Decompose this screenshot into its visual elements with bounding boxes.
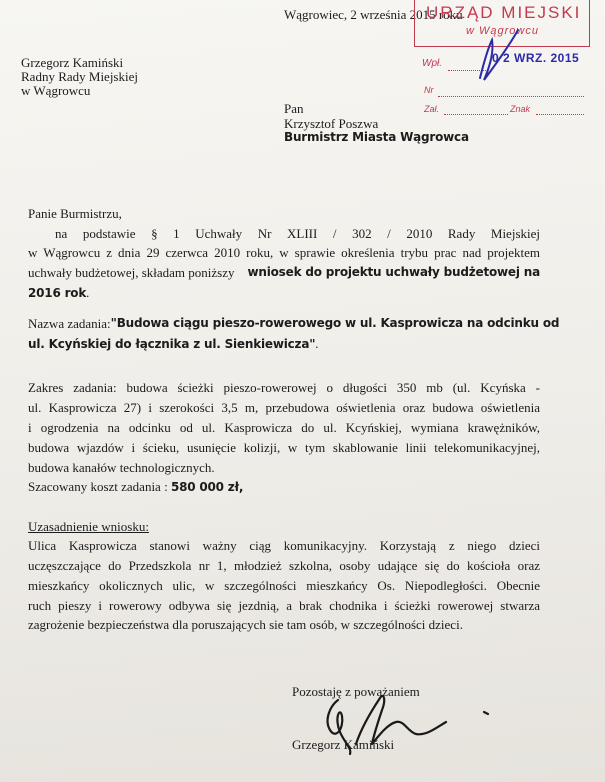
intro-line-3: uchwały budżetowej, składam poniższy wniosek do projektu uchwały budżetowej na	[28, 265, 540, 280]
justification-line-5: zagrożenie bezpieczeństwa dla poruszających sie tam osób, w szczególności dzieci.	[28, 617, 463, 632]
signatory-name: Grzegorz Kamiński	[292, 737, 395, 752]
scope-line-4: budowa wjazdów i ścieku, usunięcie kolizji, w tym skablowanie linii telekomunikacyjnej,	[28, 440, 540, 455]
justification-heading: Uzasadnienie wniosku:	[28, 519, 149, 534]
task-name-line-1	[28, 316, 560, 331]
sender-city: w Wągrowcu	[21, 83, 91, 98]
scope-line-5: budowa kanałów technologicznych.	[28, 460, 215, 475]
justification-line-2: uczęszczające do Przedszkola nr 1, młodzież szkolna, osoby udające się do kościoła oraz	[28, 558, 540, 573]
stamp-znak-label: Znak	[510, 104, 531, 114]
recipient-prefix: Pan	[284, 101, 304, 116]
cost-label: Szacowany koszt zadania :	[28, 479, 171, 494]
scope-line-1: Zakres zadania: budowa ścieżki pieszo-rowerowej o długości 350 mb (ul. Kcyńska -	[28, 380, 540, 395]
intro-line-2: w Wągrowcu z dnia 29 czerwca 2010 roku, w sprawie określenia trybu prac nad projektem	[28, 245, 540, 260]
intro-line-1: na podstawie § 1 Uchwały Nr XLIII / 302 / 2010 Rady Miejskiej	[55, 226, 540, 241]
scope-line-3: i ogrodzenia na odcinku od ul. Kasprowicza do ul. Kcyńskiej, wymiana krawężników,	[28, 420, 540, 435]
place-date: Wągrowiec, 2 września 2015 roku	[284, 7, 463, 22]
intro-line-4: 2016 rok.	[28, 285, 90, 300]
justification-line-3: mieszkańcy okolicznych ulic, w szczególności mieszkańcy Os. Niepodległości. Obecnie	[28, 578, 540, 593]
justification-line-4: ruch pieszy i rowerowy odbywa się jezdnią, a brak chodnika i ścieżki rowerowej stwarza	[28, 598, 540, 613]
stamp-nr-label: Nr	[424, 85, 434, 95]
stamp-dotted-line	[536, 114, 584, 115]
registry-stamp	[414, 0, 590, 112]
cost-value: 580 000 zł,	[170, 480, 244, 494]
task-label: Nazwa zadania:	[28, 316, 111, 331]
recipient-name: Krzysztof Poszwa	[284, 116, 379, 131]
cost-line	[28, 479, 243, 495]
stamp-received-date: 0 2 WRZ. 2015	[492, 51, 580, 65]
stamp-zal-label: Zał.	[424, 104, 440, 114]
sender-title: Radny Rady Miejskiej	[21, 69, 138, 84]
sender-name: Grzegorz Kamiński	[21, 55, 124, 70]
stamp-initial-icon	[414, 0, 590, 112]
closing-regards: Pozostaję z poważaniem	[292, 684, 420, 699]
justification-line-1: Ulica Kasprowicza stanowi ważny ciąg komunikacyjny. Korzystają z niego dzieci	[28, 538, 540, 553]
stamp-subtitle: w Wągrowcu	[466, 25, 539, 37]
salutation: Panie Burmistrzu,	[28, 206, 122, 221]
stamp-received-label: Wpł.	[422, 58, 442, 69]
stamp-dotted-line	[444, 114, 508, 115]
recipient-title: Burmistrz Miasta Wągrowca	[284, 130, 469, 144]
scope-line-2: ul. Kasprowicza 27) i szerokości 3,5 m, przebudowa oświetlenia oraz budowa oświetlenia	[28, 400, 540, 415]
request-heading: wniosek do projektu uchwały budżetowej na	[247, 265, 540, 279]
stamp-title: URZĄD MIEJSKI	[426, 3, 582, 22]
task-name: "Budowa ciągu pieszo-rowerowego w ul. Kasprowicza na odcinku od	[110, 316, 560, 330]
signature-icon	[300, 670, 520, 760]
task-name-line-2: ul. Kcyńskiej do łącznika z ul. Sienkiewicza".	[28, 336, 319, 351]
